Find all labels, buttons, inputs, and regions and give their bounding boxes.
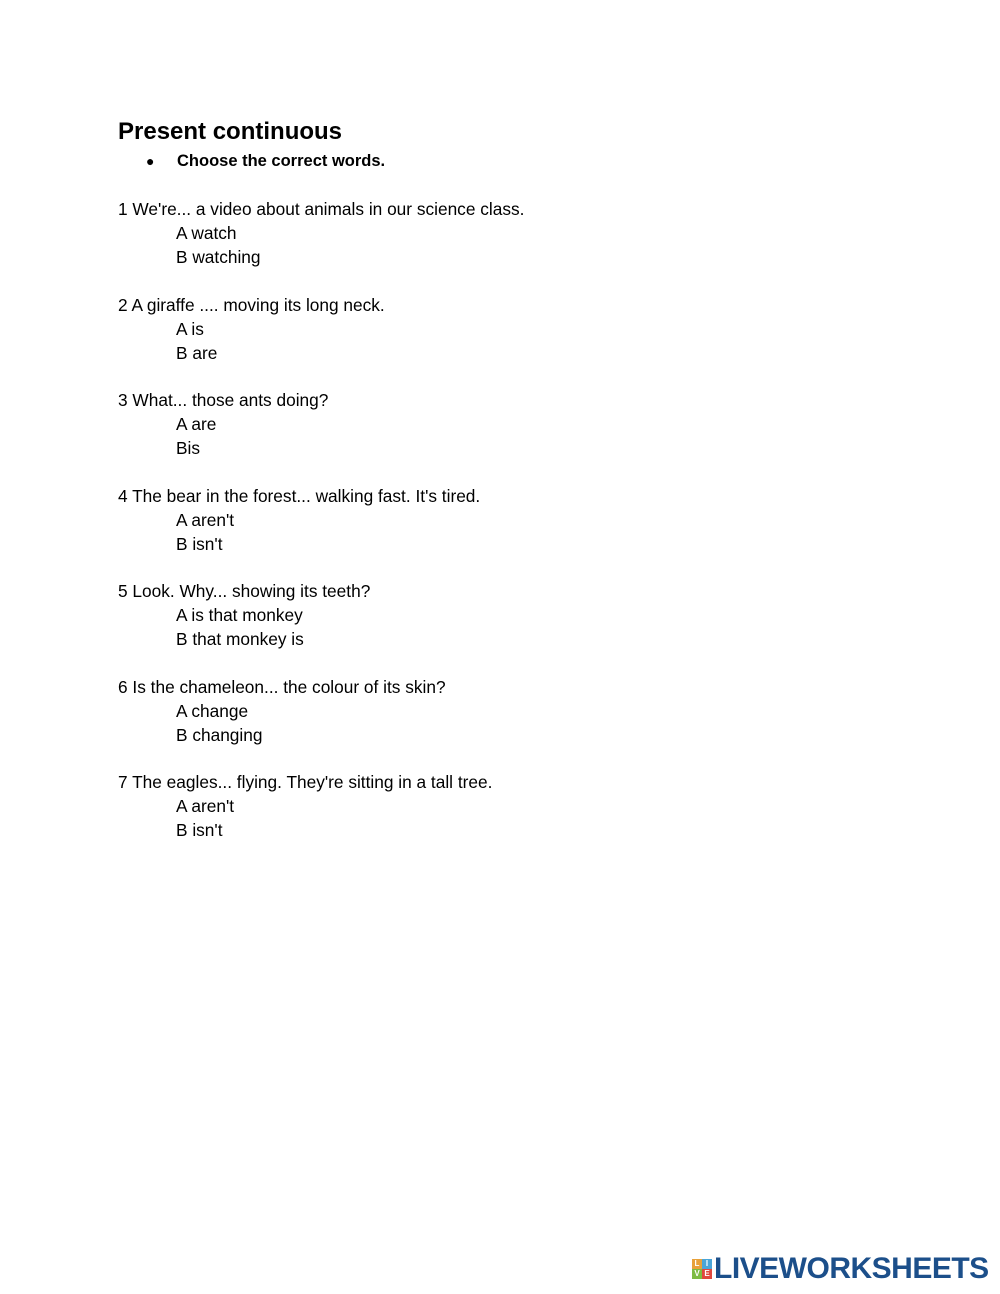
instruction [146,151,385,171]
option-b: B isn't [176,820,223,840]
question-7 [118,770,818,842]
question-text: 7 The eagles... flying. They're sitting in a tall tree. [118,772,493,792]
logo-tile-v: V [692,1269,702,1279]
option-b: B are [176,342,218,363]
logo-tile-l: L [692,1259,702,1269]
option-a: A change [176,700,249,721]
option-a: A aren't [176,509,235,530]
option-b: B changing [176,724,263,745]
liveworksheets-icon [692,1259,712,1279]
option-a: A are [176,414,217,434]
question-4 [118,484,818,556]
question-2 [118,293,818,365]
option-a: A aren't [176,796,235,816]
liveworksheets-logo[interactable] [692,1254,989,1284]
option-b: Bis [176,438,201,458]
question-list [118,197,818,866]
question-text: 2 A giraffe .... moving its long neck. [118,294,385,315]
liveworksheets-wordmark: LIVEWORKSHEETS [714,1252,989,1285]
option-a: A watch [176,223,237,243]
question-text: 6 Is the chameleon... the colour of its skin? [118,676,446,697]
option-a: A is [176,318,204,339]
question-text: 5 Look. Why... showing its teeth? [118,581,371,601]
logo-tile-e: E [702,1269,712,1279]
instruction-text: Choose the correct words. [177,152,386,170]
question-3 [118,388,818,460]
question-text: 3 What... those ants doing? [118,390,329,410]
option-b: B watching [176,247,261,267]
logo-tile-i: I [702,1259,712,1269]
question-text: 4 The bear in the forest... walking fast. It's tired. [118,485,481,506]
question-text: 1 We're... a video about animals in our science class. [118,199,525,219]
option-b: B isn't [176,533,223,554]
option-b: B that monkey is [176,629,304,649]
page-title: Present continuous [118,118,343,145]
question-6 [118,675,818,747]
question-5 [118,579,818,651]
question-1 [118,197,818,269]
option-a: A is that monkey [176,605,303,625]
bullet-icon: ● [146,153,155,169]
